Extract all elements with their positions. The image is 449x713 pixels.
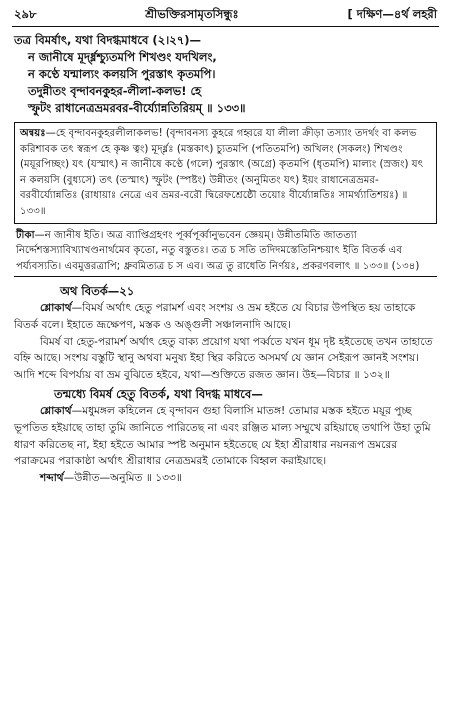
verse-line-1: ন জানীষে মূর্দ্ধ্নশ্চ্যুতমপি শিখণ্ডং যদখিলং, <box>28 50 217 64</box>
shlokartha-1-text: —বিমর্ষ অর্থাৎ হেতু পরামর্শ এবং সংশয় ও ভ্রম হইতে যে বিচার উপস্থিত হয় তাহাকে বিতর্ক বলে। ইহাতে ভ্রূক্ষেপণ, মস্তক ও অঙ্গুলী সঞ্চালনাদি আছে। <box>14 302 416 331</box>
header-rule <box>12 26 439 27</box>
verse-line-4: স্ফুটং রাধানেত্রভ্রমরবর-বীর্য্যোন্নতিরিয়ম্‌ ॥ ১৩৩॥ <box>28 101 246 115</box>
shlokartha-2-label: শ্লোকার্থ <box>40 405 72 418</box>
section-label: [ দক্ষিণ—৪র্থ লহরী <box>347 7 437 21</box>
book-title: শ্রীভক্তিরসামৃতসিন্ধুঃ <box>145 7 239 21</box>
anvaya-text: —হে বৃন্দাবনকুহরলীলাকলভ! (বৃন্দাবনস্য কুহরে গহ্বরে যা লীলা ক্রীড়া তস্যাং তদর্থং বা কলভ করিশাবক তৎ স্বরূপ হে কৃষ্ণ ত্বং) মূর্দ্ধ্নঃ (মস্তকাৎ) চ্যুতমপি (পতিতমপি) অখিলং (সকলং) শিখণ্ডং (ময়ূরপিচ্ছং) যৎ (যস্মাৎ) ন জানীষে কণ্ঠে (গলে) পুরস্তাৎ (অগ্রে) কৃতমপি (ধৃতমপি) মাল্যং (স্রজং) যৎ ন কলয়সি (বুধ্যসে) তৎ (তস্মাৎ) স্ফুটং (স্পষ্টং) উন্নীতং (অনুমিতং যৎ) ইয়ং রাধানেত্রভ্রমর-বরবীর্য্যোন্নতিঃ (রাধায়াঃ নেত্রে এব ভ্রমর-বরৌ দ্বিরেফশ্রেষ্ঠৌ তয়োঃ বীর্য্যোন্নতিঃ সামর্থ্যাতিশয়ঃ) ॥ ১৩৩॥ <box>20 128 424 217</box>
section-title: অথ বিতর্ক—২১ <box>60 284 135 299</box>
anvaya-box <box>14 122 437 224</box>
verse-intro: তত্র বিমর্ষাৎ, যথা বিদগ্ধমাধবে (২।২৭)— <box>14 33 201 47</box>
shlokartha-1 <box>14 300 437 333</box>
shabdartha <box>14 470 437 487</box>
verse-line-2: ন কণ্ঠে যন্মাল্যং কলয়সি পুরস্তাৎ কৃতমপি। <box>28 67 216 81</box>
running-header <box>14 6 437 26</box>
tika-block <box>14 224 437 275</box>
anvaya-label: অন্বয়ঃ <box>20 128 46 139</box>
sub-title: তন্মধ্যে বিমর্ষ হেতু বিতর্ক, যথা বিদগ্ধ মাধবে— <box>54 387 263 402</box>
shabdartha-text: —উন্নীত—অনুমিত ॥ ১৩৩॥ <box>63 471 182 484</box>
shabdartha-label: শব্দার্থ <box>40 471 64 484</box>
tika-label: টীকা <box>16 229 35 241</box>
shlokartha-1-label: শ্লোকার্থ <box>40 302 72 315</box>
page-number: ২৯৮ <box>14 7 37 21</box>
tika-text: —ন জানীষ ইতি। অত্র ব্যাপ্তিগ্রহণং পূর্ব্বপূর্ব্বানুভবেন জ্ঞেয়ম্‌। উন্নীতমিতি জাতত্যা নির্দ্দেশস্তস্যাবিখ্যাখণ্ডনার্থমেব কৃতো, নতু বস্তুতঃ। তত্র চ সতি তদিদমস্তেতিনিশ্চয়াৎ ইতি বিতর্ক এব পর্য্যবস্যতি। এবমুত্তরত্রাপি; ধ্রুবমিত্যত্র চ স এব। অত্র তু রাধেতি নির্ণয়ঃ, প্রকরণবলাৎ ॥ ১৩৩॥ (১৩৪) <box>16 229 420 272</box>
verse-line-3: তদুন্নীতং বৃন্দাবনকুহর-লীলা-কলভ! হে <box>28 84 202 98</box>
tika-rule <box>14 276 437 277</box>
explanation-paragraph: বিমর্ষ বা হেতু-পরামর্শ অর্থাৎ হেতু বাক্য প্রয়োগ যথা পর্ব্বতে যখন ধূম দৃষ্ট হইতেছে তখন তাহাতে বহ্নি আছে। সংশয় বস্তুটি স্থানু অথবা মনুষ্য ইহা স্থির করিতে অসমর্থ যে জ্ঞান সেইরূপ জ্ঞানই সংশয়। আদি শব্দে বিপর্য্যয় বা ভ্রম বুঝিতে হইবে, যথা—শুক্তিতে রজত জ্ঞান। উহ—বিচার ॥ ১৩২॥ <box>14 335 433 381</box>
shlokartha-2 <box>14 403 437 469</box>
shlokartha-2-text: —মধুমঙ্গল কহিলেন হে বৃন্দাবন গুহা বিলাসি মাতঙ্গ! তোমার মস্তক হইতে ময়ূর পুচ্ছ ভূপতিত হইয়াছে তাহা তুমি জানিতে পারিতেছ না এবং রঞ্জিত মাল্য সম্মুখে রহিয়াছে তথাপি উহা তুমি ধারণ করিতেছ না, ইহা হইতে আমার স্পষ্ট অনুমান হইতেছে যে ইহা শ্রীরাধার নয়নরূপ ভ্রমরের পরাক্রমের পরাকাষ্ঠা অর্থাৎ শ্রীরাধার নেত্রভ্রমরই তোমাকে বিহ্বল করাইয়াছে। <box>14 405 431 468</box>
verse-block <box>14 49 437 117</box>
